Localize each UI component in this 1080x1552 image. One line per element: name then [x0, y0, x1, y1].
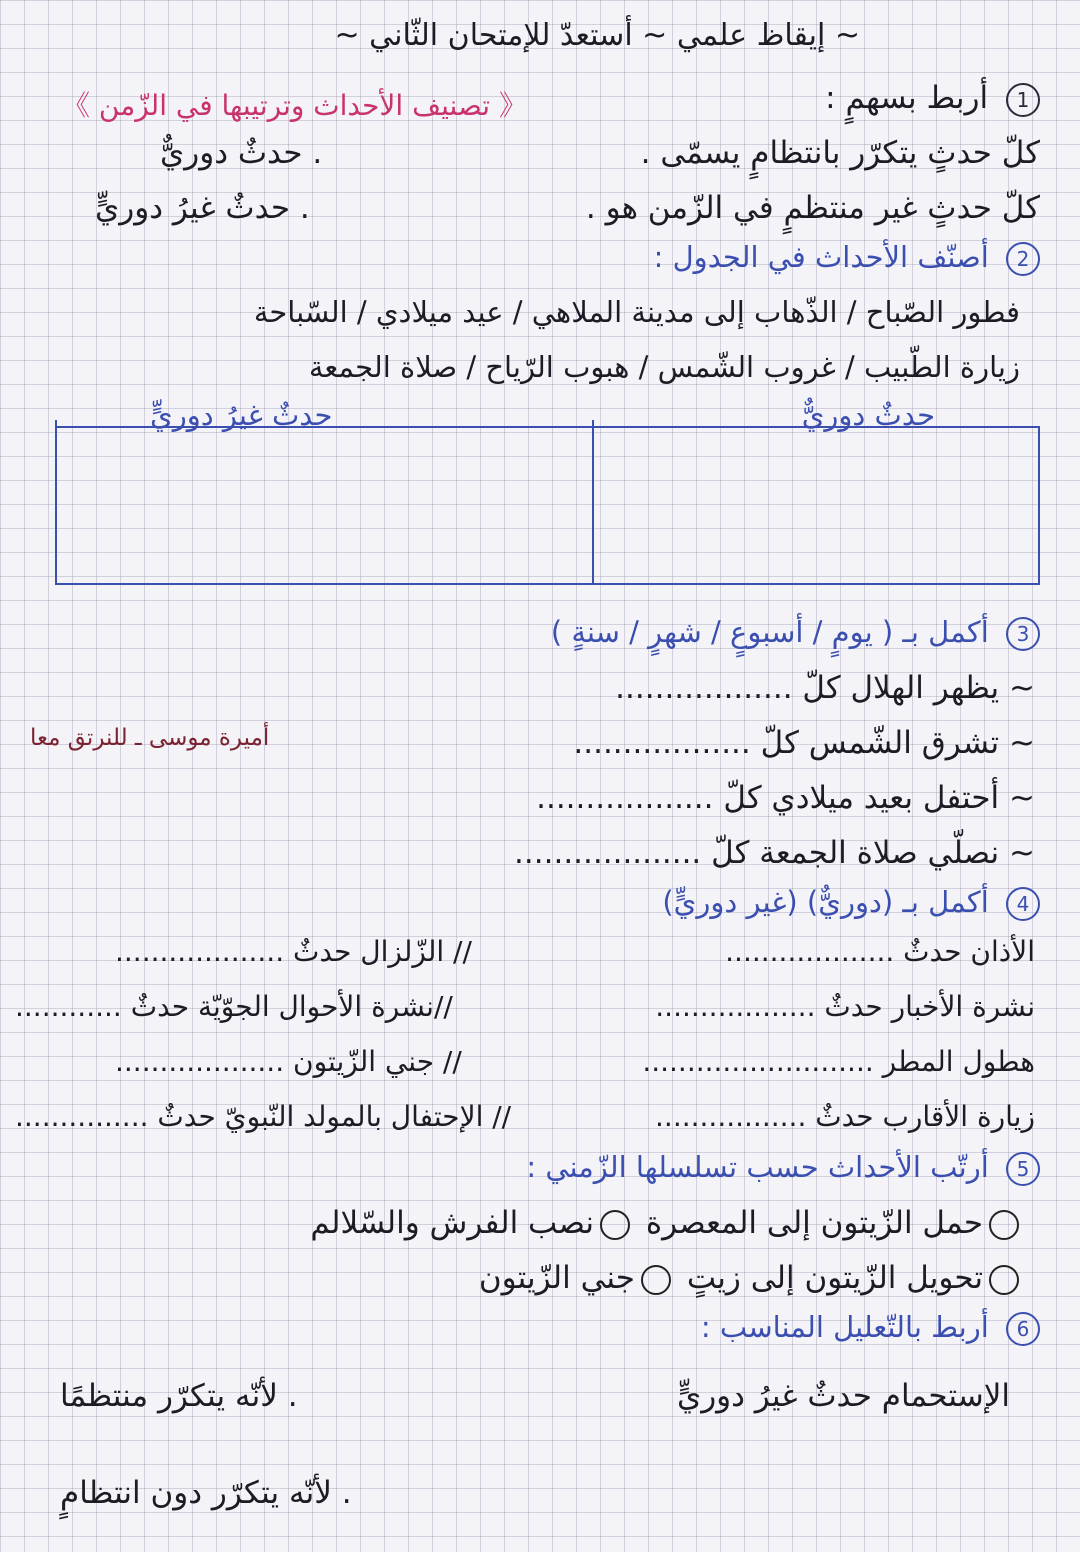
- q5-title: أرتّب الأحداث حسب تسلسلها الزّمني :: [526, 1150, 989, 1184]
- author-signature: أميرة موسى ـ للنرتق معا: [30, 725, 270, 751]
- q4-row-1-a: الأذان حدثٌ ...................: [725, 935, 1035, 968]
- q4-row-4-b: // الإحتفال بالمولد النّبويّ حدثٌ ...............: [15, 1100, 512, 1133]
- q5-number: 5: [1006, 1152, 1040, 1186]
- q6-right-item-2: . لأنّه يتكرّر دون انتظامٍ: [60, 1475, 352, 1511]
- q4-row-4-a: زيارة الأقارب حدثٌ .................: [655, 1100, 1035, 1133]
- q5-item-4: جني الزّيتون: [478, 1260, 635, 1296]
- order-circle-2[interactable]: [600, 1210, 630, 1240]
- q4-heading: [662, 885, 1040, 921]
- q4-row-2-b: //نشرة الأحوال الجوّيّة حدثٌ ............: [15, 990, 453, 1023]
- q5-row-1: [310, 1205, 1025, 1241]
- q1-number: 1: [1006, 83, 1040, 117]
- q4-row-3-b: // جني الزّيتون ...................: [115, 1045, 462, 1078]
- q3-title: أكمل بـ ( يومٍ / أسبوعٍ / شهرٍ / سنةٍ ): [550, 615, 989, 649]
- q4-row-2-a: نشرة الأخبار حدثٌ ..................: [655, 990, 1035, 1023]
- order-circle-4[interactable]: [641, 1265, 671, 1295]
- table-header-periodic: حدثٌ دوريٌّ: [801, 398, 935, 432]
- q2-number: 2: [1006, 242, 1040, 276]
- order-circle-3[interactable]: [989, 1265, 1019, 1295]
- q4-number: 4: [1006, 887, 1040, 921]
- q6-right-item-1: . لأنّه يتكرّر منتظمًا: [60, 1378, 298, 1414]
- q2-heading: [654, 240, 1040, 276]
- q2-title: أصنّف الأحداث في الجدول :: [653, 240, 989, 274]
- classification-table: [55, 420, 1040, 585]
- q4-row-1-b: // الزّلزال حدثٌ ...................: [115, 935, 472, 968]
- q5-row-2: [479, 1260, 1025, 1296]
- q4-title: أكمل بـ (دوريٌّ) (غير دوريٍّ): [662, 885, 989, 919]
- q1-right-item-1: . حدثٌ دوريٌّ: [160, 135, 323, 171]
- q1-title: أربط بسهمٍ :: [825, 80, 989, 116]
- q5-heading: [526, 1150, 1040, 1186]
- q2-events-line-2: زيارة الطّبيب / غروب الشّمس / هبوب الرّياح / صلاة الجمعة: [308, 350, 1020, 384]
- q3-item-2: ~ تشرق الشّمس كلّ ..................: [573, 725, 1035, 761]
- q4-row-3-a: هطول المطر ..........................: [642, 1045, 1035, 1078]
- q3-item-1: ~ يظهر الهلال كلّ ..................: [615, 670, 1035, 706]
- order-circle-1[interactable]: [989, 1210, 1019, 1240]
- q3-heading: [551, 615, 1040, 651]
- q2-events-line-1: فطور الصّباح / الذّهاب إلى مدينة الملاهي / عيد ميلادي / السّباحة: [253, 295, 1020, 329]
- q1-subtitle: 《 تصنيف الأحداث وترتيبها في الزّمن 》: [62, 89, 527, 122]
- q1-left-item-1: كلّ حدثٍ يتكرّر بانتظامٍ يسمّى .: [640, 135, 1040, 171]
- q6-title: أربط بالتّعليل المناسب :: [700, 1310, 989, 1344]
- table-header-nonperiodic: حدثٌ غيرُ دوريٍّ: [150, 398, 333, 432]
- page-header: ~ إيقاظ علمي ~ أستعدّ للإمتحان الثّاني ~: [334, 18, 860, 53]
- q5-item-2: نصب الفرش والسّلالم: [310, 1205, 595, 1241]
- q3-item-4: ~ نصلّي صلاة الجمعة كلّ ...................: [514, 835, 1035, 871]
- q1-right-item-2: . حدثٌ غيرُ دوريٍّ: [95, 190, 310, 226]
- q3-number: 3: [1006, 617, 1040, 651]
- q6-number: 6: [1006, 1312, 1040, 1346]
- q5-item-3: تحويل الزّيتون إلى زيتٍ: [686, 1260, 983, 1296]
- q6-left-item: الإستحمام حدثٌ غيرُ دوريٍّ: [676, 1378, 1010, 1414]
- q1-left-item-2: كلّ حدثٍ غير منتظمٍ في الزّمن هو .: [585, 190, 1040, 226]
- q5-item-1: حمل الزّيتون إلى المعصرة: [645, 1205, 983, 1241]
- q3-item-3: ~ أحتفل بعيد ميلادي كلّ ..................: [536, 780, 1035, 816]
- q1-heading: [825, 80, 1040, 117]
- q6-heading: [701, 1310, 1040, 1346]
